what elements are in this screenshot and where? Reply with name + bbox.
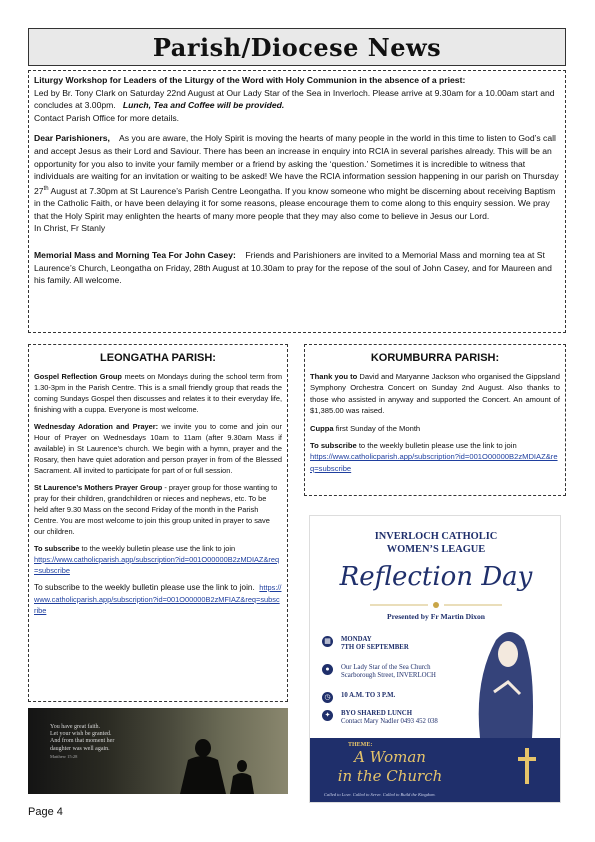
time-row: ◷ 10 A.M. TO 3 P.M. [322, 692, 395, 703]
subscribe-paragraph-1: To subscribe to the weekly bulletin please use the link to join https://www.catholicparish.app/subscription?id=001O00000B2zMDIAZ&req=subscribe [34, 544, 280, 575]
theme-title: A Woman in the Church [337, 748, 443, 785]
food-icon: ✦ [322, 710, 333, 721]
reflection-day-poster [309, 515, 561, 803]
korumburra-subscribe-link[interactable]: https://www.catholicparish.app/subscription?id=001O00000B2zMDIAZ&req=subscribe [310, 452, 558, 473]
clock-icon: ◷ [322, 692, 333, 703]
title-banner [28, 28, 566, 66]
scripture-quote: You have great faith. Let your wish be granted. And from that moment her daughter was well again. Matthew 15:28 [50, 724, 115, 759]
faith-scripture-image [28, 708, 288, 794]
memorial-paragraph: Memorial Mass and Morning Tea For John Casey: Friends and Parishioners are invited to a Memorial Mass and morning tea at St Laurence’s Church, Leongatha on Friday, 28th August at 10.30am to pray for the repose of the soul of John Casey, and for Maureen and his family. All welcome. [34, 249, 552, 286]
calendar-icon: ▦ [322, 636, 333, 647]
adoration-paragraph: Wednesday Adoration and Prayer: we invite you to come and join our Hour of Prayer on Wednesdays 10am to 11am (after 9.30am Mass if available) in St Laurence’s church. We begin with a hymn, prayer and the Rosary, then have quiet adoration and person prayer in from of the Blessed Sacrament. All invited to participate for part of or full session. [34, 422, 282, 475]
gospel-reflection-paragraph: Gospel Reflection Group meets on Mondays during the school term from 1.30-3pm in the Parish Centre. This is a small friendly group that reads the coming Sundays Gospel then discusses and relates it to their everyday life, finishing with a cuppa. Everyone is most welcome. [34, 372, 282, 414]
subscribe-link-1[interactable]: https://www.catholicparish.app/subscription?id=001O00000B2zMDIAZ&req=subscribe [34, 555, 280, 575]
poster-theme-band [310, 738, 561, 803]
korumburra-parish-box [304, 344, 566, 496]
thank-you-paragraph: Thank you to David and Maryanne Jackson who organised the Gippsland Symphony Orchestra Concert on Sunday 2nd August. Also thanks to those who assisted in anyway and supported the Concert. An amount of $1,385.00 was raised. [310, 372, 561, 416]
leongatha-heading: LEONGATHA PARISH: [100, 352, 216, 364]
korumburra-heading: KORUMBURRA PARISH: [370, 352, 500, 364]
lunch-note: Lunch, Tea and Coffee will be provided. [122, 100, 285, 111]
diocese-news-box [28, 70, 566, 333]
page-title: Parish/Diocese News [152, 32, 442, 62]
leongatha-parish-box [28, 344, 288, 702]
dear-parishioners-paragraph: Dear Parishioners, As you are aware, the Holy Spirit is moving the hearts of many people in the world in this time to listen to God’s call and accept Jesus as their Lord and Saviour. There has been an increase in enquiry into RCIA in several parishes already. This will be an opportunity for you also to invite your family member or a friend by asking the ‘question.’ Sometimes it is incredible to witness that individuals are waiting for an invitation or waiting to be asked! We have the RCIA information session happening in our parish on Thursday 27th August at 7.30pm at St Laurence’s Parish Centre Leongatha. If you know someone who might be discerning about receiving Baptism in the Catholic Faith, or have been delaying it for some reasons, please encourage them to come along to this enquiry session. We pray that the Holy Spirit may enlighten the hearts of many more people that they may also come to believe in Jesus our Lord. [34, 133, 559, 221]
cuppa-paragraph: Cuppa first Sunday of the Month [310, 423, 421, 433]
subscribe-link-2[interactable]: https://www.catholicparish.app/subscription?id=001O00000B2zMFIAZ&req=subscribe [34, 583, 282, 615]
page-number: Page 4 [28, 806, 63, 818]
mothers-prayer-paragraph: St Laurence’s Mothers Prayer Group - prayer group for those wanting to pray for their children, grandchildren or nieces and nephews, etc. To be held after 9.30 Mass on the second Friday of the month in the Parish Centre. You are most welcome to join this group united in prayer to save our children. [34, 483, 278, 536]
liturgy-contact: Contact Parish Office for more details. [34, 112, 180, 123]
location-pin-icon: ● [322, 664, 333, 675]
poster-title: INVERLOCH CATHOLIC WOMEN’S LEAGUE [374, 531, 498, 555]
theme-label: THEME: [348, 742, 373, 748]
lunch-row: ✦ BYO SHARED LUNCH Contact Mary Nadler 0493 452 038 [322, 710, 438, 726]
subscribe-paragraph-2: To subscribe to the weekly bulletin please use the link to join. https://www.catholicparish.app/subscription?id=001O00000B2zMFIAZ&req=subscribe [34, 583, 282, 615]
poster-script-title: Reflection Day [339, 562, 533, 592]
poster-footer-tagline: Called to Love. Called to Serve. Called to Build the Kingdom. [324, 792, 436, 797]
virgin-mary-illustration [450, 620, 560, 740]
cross-icon [516, 748, 538, 784]
date-row: ▦ MONDAY 7TH OF SEPTEMBER [322, 636, 409, 652]
presenter-line: Presented by Fr Martin Dixon [386, 612, 485, 621]
liturgy-paragraph: Led by Br. Tony Clark on Saturday 22nd August at Our Lady Star of the Sea in Inverloch. Please arrive at 9.30am for a 10.00am start and concludes at 3.00pm. Lunch, Tea and Coffee will be provided. [34, 87, 555, 111]
liturgy-heading: Liturgy Workshop for Leaders of the Liturgy of the Word with Holy Communion in the absence of a priest: [34, 75, 466, 85]
venue-row: ● Our Lady Star of the Sea Church Scarborough Street, INVERLOCH [322, 664, 436, 680]
ornament-divider [310, 600, 561, 610]
dear-signoff: In Christ, Fr Stanly [34, 223, 106, 234]
korumburra-subscribe-paragraph: To subscribe to the weekly bulletin please use the link to join https://www.catholicparish.app/subscription?id=001O00000B2zMDIAZ&req=subscribe [310, 441, 558, 473]
